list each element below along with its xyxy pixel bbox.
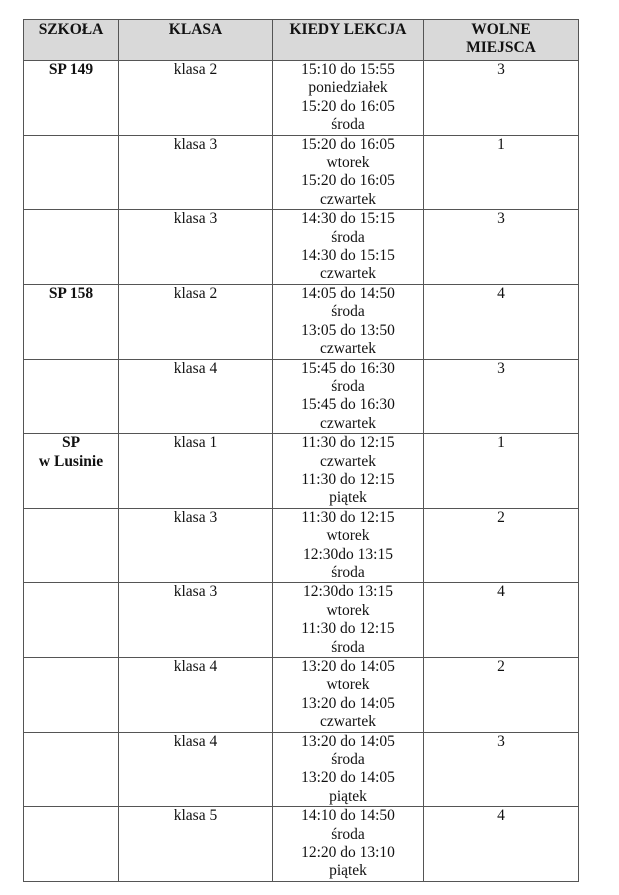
lesson-time: 15:45 do 16:30: [301, 396, 395, 414]
lesson-time: 15:20 do 16:05: [301, 97, 395, 115]
kiedy-lekcja-cell: [273, 135, 424, 210]
wolne-miejsca-cell: 4: [424, 583, 579, 658]
table-row: [24, 583, 579, 658]
kiedy-lekcja-cell: [273, 583, 424, 658]
school-cell: [24, 210, 119, 285]
table-row: [24, 284, 579, 359]
lesson-day: czwartek: [320, 414, 376, 432]
klasa-cell: klasa 2: [119, 61, 273, 136]
school-name-line: SP: [61, 434, 81, 452]
lesson-day: wtorek: [326, 527, 370, 545]
kiedy-lekcja-cell: [273, 210, 424, 285]
wolne-miejsca-cell: 3: [424, 210, 579, 285]
lesson-time: 14:10 do 14:50: [301, 807, 395, 825]
school-name-line: SP 158: [48, 284, 94, 302]
lesson-time: 14:30 do 15:15: [301, 247, 395, 265]
lesson-time: 13:20 do 14:05: [301, 769, 395, 787]
lesson-time: 12:20 do 13:10: [301, 844, 395, 862]
table-row: [24, 359, 579, 434]
lesson-day: środa: [331, 638, 365, 656]
lesson-time: 11:30 do 12:15: [301, 434, 395, 452]
header-klasa: KLASA: [119, 20, 273, 61]
school-cell: [24, 61, 119, 136]
lesson-day: środa: [331, 116, 365, 134]
school-cell: [24, 732, 119, 807]
klasa-cell: klasa 3: [119, 210, 273, 285]
school-cell: [24, 434, 119, 509]
klasa-cell: klasa 2: [119, 284, 273, 359]
lesson-day: czwartek: [320, 340, 376, 358]
lesson-time: 13:05 do 13:50: [301, 321, 395, 339]
kiedy-lekcja-cell: [273, 61, 424, 136]
table-row: [24, 210, 579, 285]
klasa-cell: klasa 3: [119, 135, 273, 210]
lesson-day: środa: [331, 228, 365, 246]
table-row: [24, 61, 579, 136]
kiedy-lekcja-cell: [273, 284, 424, 359]
lesson-time: 15:10 do 15:55: [301, 61, 395, 78]
school-name-line: SP 149: [48, 61, 94, 78]
lesson-day: czwartek: [320, 452, 376, 470]
lesson-day: środa: [331, 377, 365, 395]
wolne-miejsca-cell: 4: [424, 284, 579, 359]
wolne-miejsca-cell: 3: [424, 359, 579, 434]
header-kiedy-lekcja: KIEDY LEKCJA: [273, 20, 424, 61]
kiedy-lekcja-cell: [273, 359, 424, 434]
wolne-miejsca-cell: 1: [424, 434, 579, 509]
school-cell: [24, 583, 119, 658]
school-cell: [24, 359, 119, 434]
table-row: [24, 508, 579, 583]
lesson-day: piątek: [329, 787, 367, 805]
wolne-miejsca-cell: 1: [424, 135, 579, 210]
kiedy-lekcja-cell: [273, 434, 424, 509]
klasa-cell: klasa 4: [119, 732, 273, 807]
lesson-day: środa: [331, 563, 365, 581]
lesson-day: piątek: [329, 862, 367, 880]
klasa-cell: klasa 1: [119, 434, 273, 509]
lesson-time: 12:30do 13:15: [303, 545, 393, 563]
kiedy-lekcja-cell: [273, 658, 424, 733]
klasa-cell: klasa 4: [119, 359, 273, 434]
klasa-cell: klasa 4: [119, 658, 273, 733]
kiedy-lekcja-cell: [273, 508, 424, 583]
wolne-miejsca-cell: 3: [424, 61, 579, 136]
lesson-day: czwartek: [320, 265, 376, 283]
table-row: [24, 807, 579, 882]
kiedy-lekcja-cell: [273, 807, 424, 882]
table-row: [24, 434, 579, 509]
wolne-miejsca-cell: 4: [424, 807, 579, 882]
header-wolne-miejsca: [424, 20, 579, 61]
lesson-time: 15:20 do 16:05: [301, 172, 395, 190]
lesson-time: 11:30 do 12:15: [301, 620, 395, 638]
lesson-day: czwartek: [320, 713, 376, 731]
header-wolne-line2: MIEJSCA: [466, 39, 536, 56]
klasa-cell: klasa 3: [119, 508, 273, 583]
school-cell: [24, 135, 119, 210]
lesson-day: środa: [331, 825, 365, 843]
lesson-time: 11:30 do 12:15: [301, 508, 395, 526]
table-row: [24, 658, 579, 733]
lesson-day: wtorek: [326, 601, 370, 619]
wolne-miejsca-cell: 2: [424, 658, 579, 733]
school-cell: [24, 658, 119, 733]
lesson-day: wtorek: [326, 676, 370, 694]
table-row: [24, 732, 579, 807]
lesson-time: 12:30do 13:15: [303, 583, 393, 601]
lesson-day: wtorek: [326, 154, 370, 172]
lesson-day: piątek: [329, 489, 367, 507]
school-cell: [24, 284, 119, 359]
lesson-day: środa: [331, 303, 365, 321]
table-row: [24, 135, 579, 210]
lesson-time: 14:30 do 15:15: [301, 210, 395, 228]
lesson-time: 15:20 do 16:05: [301, 135, 395, 153]
klasa-cell: klasa 3: [119, 583, 273, 658]
klasa-cell: klasa 5: [119, 807, 273, 882]
lesson-time: 13:20 do 14:05: [301, 732, 395, 750]
header-wolne-line1: WOLNE: [471, 21, 531, 38]
school-name-line: w Lusinie: [38, 452, 104, 470]
lesson-time: 11:30 do 12:15: [301, 470, 395, 488]
lesson-day: poniedziałek: [308, 79, 388, 97]
school-cell: [24, 508, 119, 583]
lesson-day: środa: [331, 751, 365, 769]
school-cell: [24, 807, 119, 882]
lesson-day: czwartek: [320, 190, 376, 208]
lesson-time: 15:45 do 16:30: [301, 359, 395, 377]
schedule-table: [23, 19, 579, 882]
wolne-miejsca-cell: 3: [424, 732, 579, 807]
header-row: [24, 20, 579, 61]
wolne-miejsca-cell: 2: [424, 508, 579, 583]
lesson-time: 13:20 do 14:05: [301, 658, 395, 675]
header-szkola: SZKOŁA: [24, 20, 119, 61]
kiedy-lekcja-cell: [273, 732, 424, 807]
lesson-time: 14:05 do 14:50: [301, 284, 395, 302]
lesson-time: 13:20 do 14:05: [301, 694, 395, 712]
